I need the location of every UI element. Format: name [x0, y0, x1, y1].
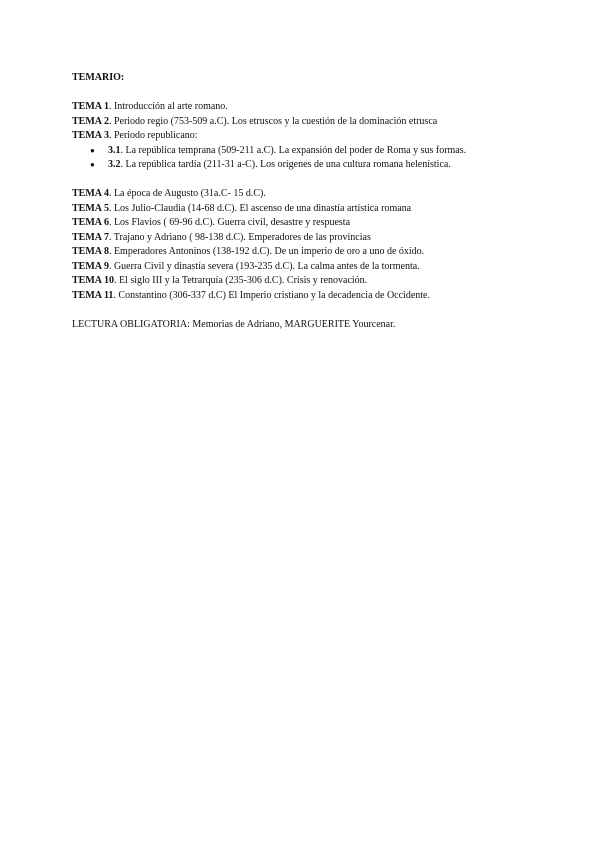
topic-label: TEMA 5	[72, 202, 109, 214]
section-gap	[72, 173, 552, 188]
subtopic-label: 3.1	[108, 144, 121, 156]
bullet-icon: ●	[90, 145, 95, 155]
topic-text: . Introducción al arte romano.	[108, 101, 228, 112]
topic-item-11	[72, 289, 552, 304]
topic-item-1	[72, 100, 552, 115]
topic-text: . Periodo republicano:	[108, 130, 198, 141]
topic-item-6	[72, 216, 552, 231]
subtopic-item-3-2	[72, 158, 552, 173]
topic-text: . Los Julio-Claudia (14-68 d.C). El ascenso de una dinastía artística romana	[108, 202, 412, 214]
topic-item-8	[72, 245, 552, 260]
topic-item-10	[72, 274, 552, 289]
topic-item-2	[72, 115, 552, 130]
topic-text: . Constantino (306-337 d.C) El Imperio cristiano y la decadencia de Occidente.	[113, 289, 430, 301]
topic-text: . Periodo regio (753-509 a.C). Los etruscos y la cuestión de la dominación etrusca	[108, 115, 438, 127]
topic-label: TEMA 8	[72, 246, 109, 257]
topic-text: . Guerra Civil y dinastía severa (193-235 d.C). La calma antes de la tormenta.	[108, 260, 420, 272]
subtopic-text: . La república temprana (509-211 a.C). La expansión del poder de Roma y sus formas.	[120, 144, 467, 156]
section-gap	[72, 303, 552, 318]
topic-item-3	[72, 129, 552, 144]
subtopic-text: . La república tardía (211-31 a-C). Los orígenes de una cultura romana helenística.	[120, 159, 451, 170]
topic-text: . El siglo III y la Tetrarquía (235-306 d.C). Crisis y renovación.	[113, 275, 368, 286]
topic-item-5	[72, 202, 552, 217]
topic-label: TEMA 6	[72, 217, 109, 228]
topic-list-first	[72, 100, 552, 144]
topic-text: . Emperadores Antoninos (138-192 d.C). De un imperio de oro a uno de óxido.	[108, 246, 425, 257]
document-page	[72, 71, 552, 332]
topic-list-second	[72, 187, 552, 303]
subtopic-item-3-1	[72, 144, 552, 159]
topic-item-7	[72, 231, 552, 246]
topic-label: TEMA 1	[72, 101, 109, 112]
topic-text: . La época de Augusto (31a.C- 15 d.C).	[108, 188, 266, 199]
topic-label: TEMA 7	[72, 231, 109, 243]
topic-label: TEMA 2	[72, 115, 109, 127]
topic-label: TEMA 4	[72, 188, 109, 199]
topic-item-4	[72, 187, 552, 202]
topic-text: . Los Flavios ( 69-96 d.C). Guerra civil, desastre y respuesta	[108, 217, 351, 228]
document-title: TEMARIO:	[72, 72, 125, 83]
topic-label: TEMA 3	[72, 130, 109, 141]
topic-label: TEMA 9	[72, 260, 109, 272]
topic-label: TEMA 10	[72, 275, 114, 286]
topic-label: TEMA 11	[72, 289, 114, 301]
topic-text: . Trajano y Adriano ( 98-138 d.C). Emperadores de las provincias	[108, 231, 371, 243]
topic-item-9	[72, 260, 552, 275]
subtopic-label: 3.2	[108, 159, 121, 170]
subtopic-list	[72, 144, 552, 173]
bullet-icon: ●	[90, 160, 95, 169]
required-reading: LECTURA OBLIGATORIA: Memorias de Adriano, MARGUERITE Yourcenar.	[72, 318, 396, 330]
